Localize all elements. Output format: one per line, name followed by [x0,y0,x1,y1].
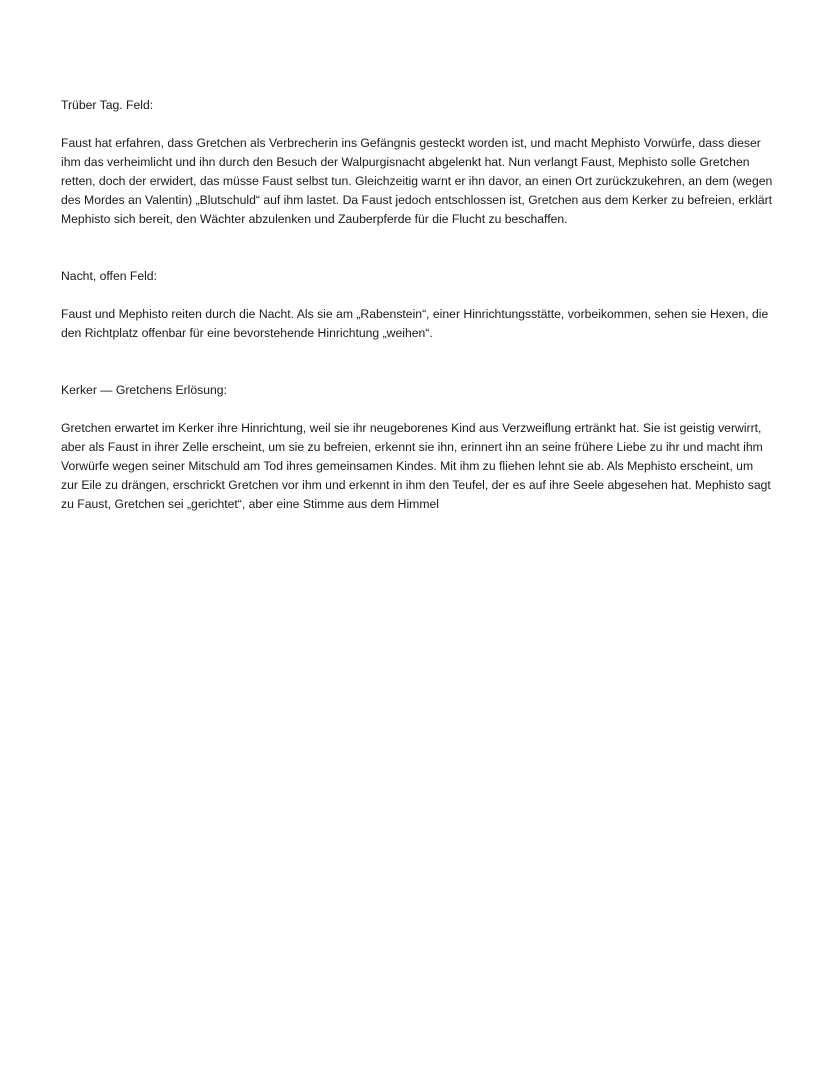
section-nacht-offen-feld [61,267,773,343]
section-paragraph: Faust und Mephisto reiten durch die Nacht. Als sie am „Rabenstein“, einer Hinrichtungsstätte, vorbeikommen, sehen sie Hexen, die den Richtplatz offenbar für eine bevorstehende Hinrichtung „weihen“. [61,307,769,340]
section-spacer [61,229,773,267]
section-spacer [61,343,773,381]
document-page [61,96,773,514]
section-paragraph: Faust hat erfahren, dass Gretchen als Verbrecherin ins Gefängnis gesteckt worden ist, und macht Mephisto Vorwürfe, dass dieser ihm das verheimlicht und ihn durch den Besuch der Walpurgisnacht abgelenkt hat. Nun verlangt Faust, Mephisto solle Gretchen retten, doch der erwidert, das müsse Faust selbst tun. Gleichzeitig warnt er ihn davor, an einen Ort zurückzukehren, an dem (wegen des Mordes an Valentin) „Blutschuld“ auf ihm lastet. Da Faust jedoch entschlossen ist, Gretchen aus dem Kerker zu befreien, erklärt Mephisto sich bereit, den Wächter abzulenken und Zauberpferde für die Flucht zu beschaffen. [61,136,773,226]
section-kerker [61,381,773,514]
section-heading: Kerker — Gretchens Erlösung: [61,383,227,397]
section-heading: Trüber Tag. Feld: [61,98,154,112]
section-heading: Nacht, offen Feld: [61,269,157,283]
section-paragraph: Gretchen erwartet im Kerker ihre Hinrichtung, weil sie ihr neugeborenes Kind aus Verzweiflung ertränkt hat. Sie ist geistig verwirrt, aber als Faust in ihrer Zelle erscheint, um sie zu befreien, erkennt sie ihn, erinnert ihn an seine frühere Liebe zu ihr und macht ihm Vorwürfe wegen seiner Mitschuld am Tod ihres gemeinsamen Kindes. Mit ihm zu fliehen lehnt sie ab. Als Mephisto erscheint, um zur Eile zu drängen, erschrickt Gretchen vor ihm und erkennt in ihm den Teufel, der es auf ihre Seele abgesehen hat. Mephisto sagt zu Faust, Gretchen sei „gerichtet“, aber eine Stimme aus dem Himmel [61,421,771,511]
section-trueber-tag [61,96,773,229]
